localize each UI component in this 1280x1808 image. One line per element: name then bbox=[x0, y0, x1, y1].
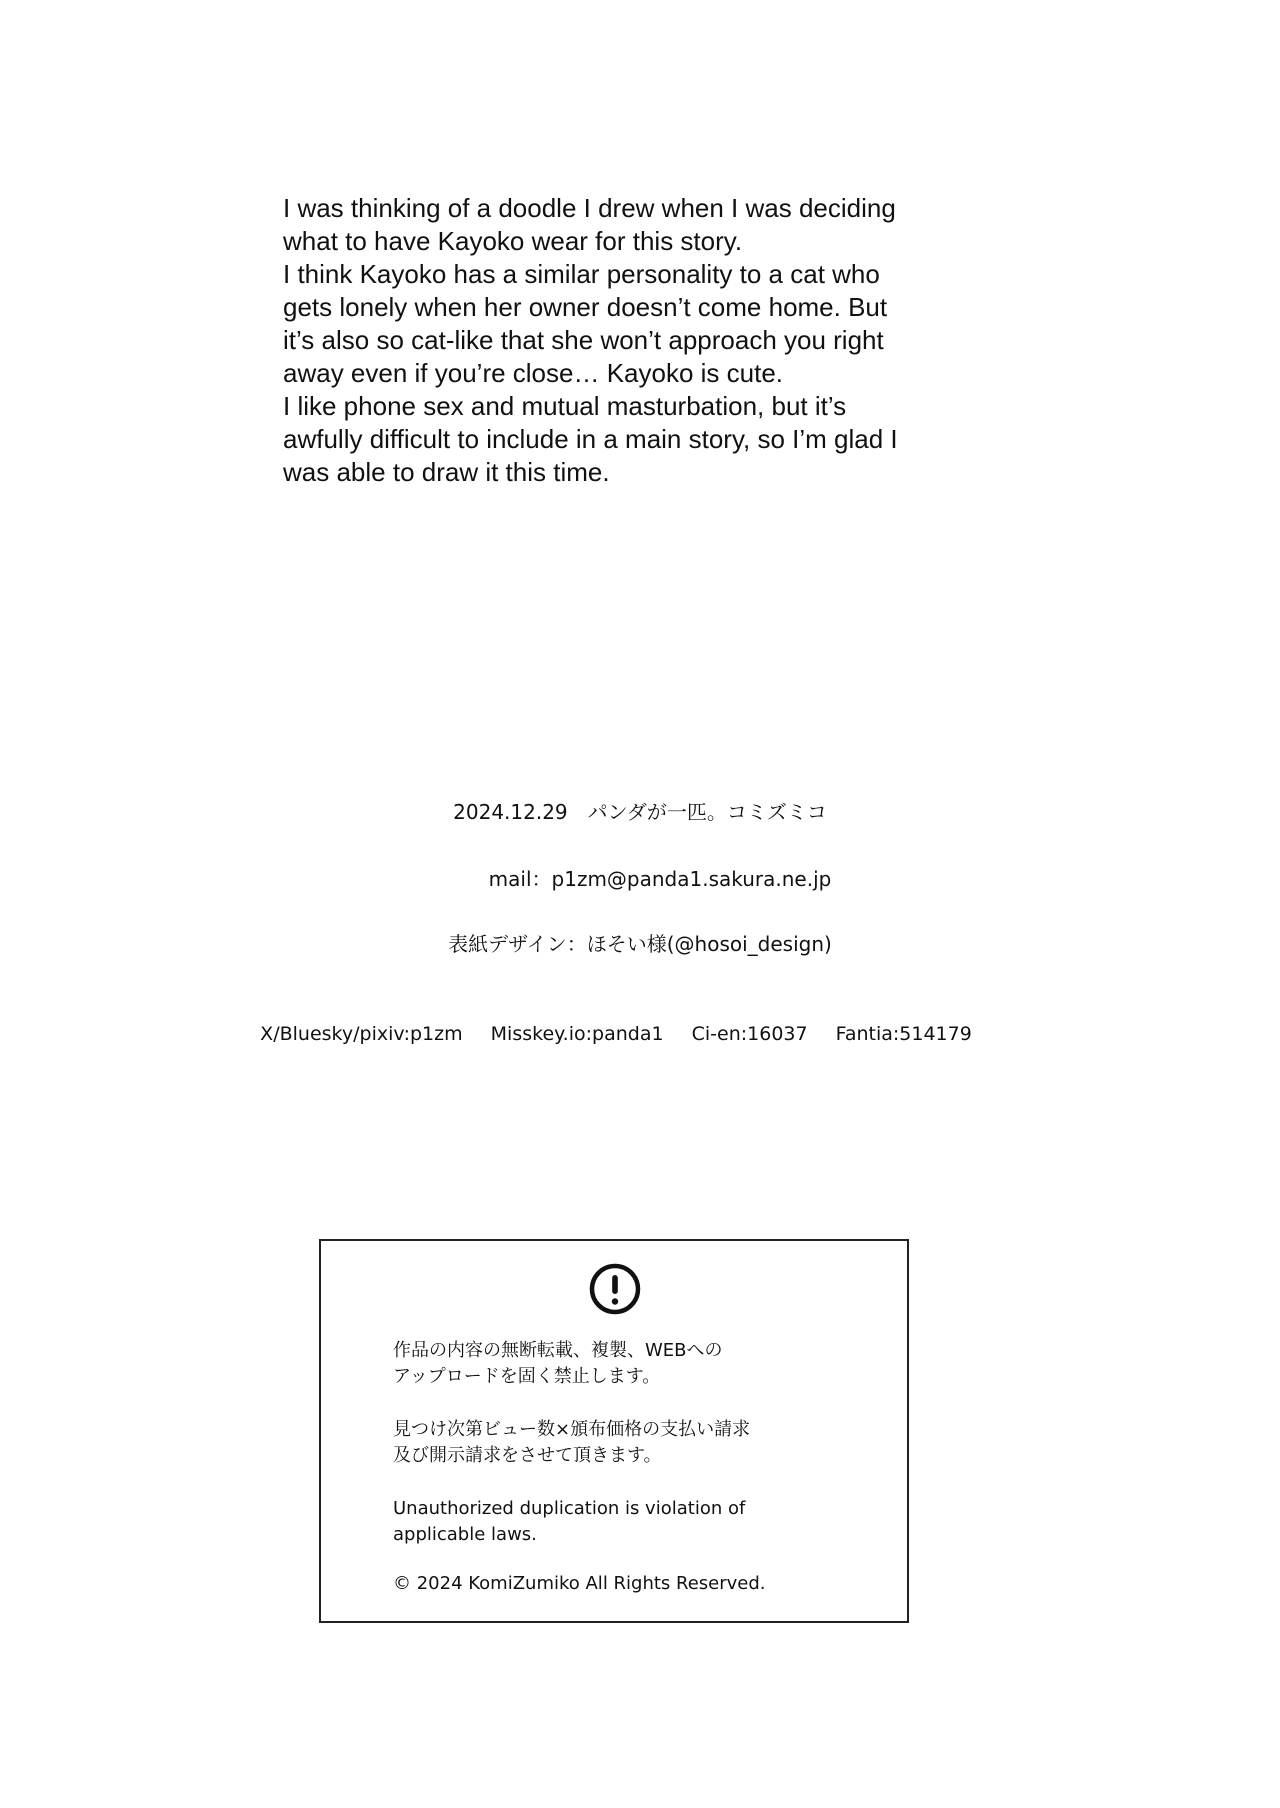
social-fantia: Fantia:514179 bbox=[835, 1023, 972, 1045]
publication-date-circle: 2024.12.29 パンダが一匹。コミズミコ bbox=[453, 800, 827, 824]
afterword-line: I like phone sex and mutual masturbation, but it’s bbox=[283, 391, 847, 421]
afterword-line: was able to draw it this time. bbox=[283, 457, 610, 487]
notice-line: 作品の内容の無断転載、複製、WEBへの bbox=[393, 1340, 723, 1361]
afterword-line: what to have Kayoko wear for this story. bbox=[283, 226, 743, 256]
notice-line: applicable laws. bbox=[393, 1524, 537, 1545]
afterword-text bbox=[283, 192, 983, 489]
afterword-line: it’s also so cat-like that she won’t approach you right bbox=[283, 325, 884, 355]
afterword-line: I think Kayoko has a similar personality to a cat who bbox=[283, 259, 880, 289]
social-accounts bbox=[0, 1023, 1232, 1045]
afterword-line: away even if you’re close… Kayoko is cute. bbox=[283, 358, 784, 388]
notice-line: 見つけ次第ビュー数×頒布価格の支払い請求 bbox=[393, 1419, 751, 1440]
cover-design-credit: 表紙デザイン：ほそい様(@hosoi_design) bbox=[448, 932, 832, 956]
notice-line: アップロードを固く禁止します。 bbox=[393, 1366, 661, 1387]
notice-line: Unauthorized duplication is violation of bbox=[393, 1498, 746, 1519]
social-ci-en: Ci-en:16037 bbox=[691, 1023, 808, 1045]
copyright-line: © 2024 KomiZumiko All Rights Reserved. bbox=[393, 1573, 766, 1594]
afterword-line: I was thinking of a doodle I drew when I was deciding bbox=[283, 193, 896, 223]
afterword-line: awfully difficult to include in a main story, so I’m glad I bbox=[283, 424, 898, 454]
exclamation-circle-icon bbox=[589, 1263, 641, 1315]
notice-jp-billing bbox=[393, 1417, 893, 1469]
social-x-bluesky-pixiv: X/Bluesky/pixiv:p1zm bbox=[260, 1023, 463, 1045]
copyright-notice-box bbox=[319, 1239, 909, 1623]
social-misskey: Misskey.io:panda1 bbox=[490, 1023, 664, 1045]
afterword-line: gets lonely when her owner doesn’t come home. But bbox=[283, 292, 888, 322]
notice-jp-no-reproduction bbox=[393, 1338, 893, 1390]
contact-email: mail：p1zm@panda1.sakura.ne.jp bbox=[488, 867, 832, 891]
notice-line: 及び開示請求をさせて頂きます。 bbox=[393, 1445, 662, 1466]
notice-en-unauthorized bbox=[393, 1496, 893, 1548]
